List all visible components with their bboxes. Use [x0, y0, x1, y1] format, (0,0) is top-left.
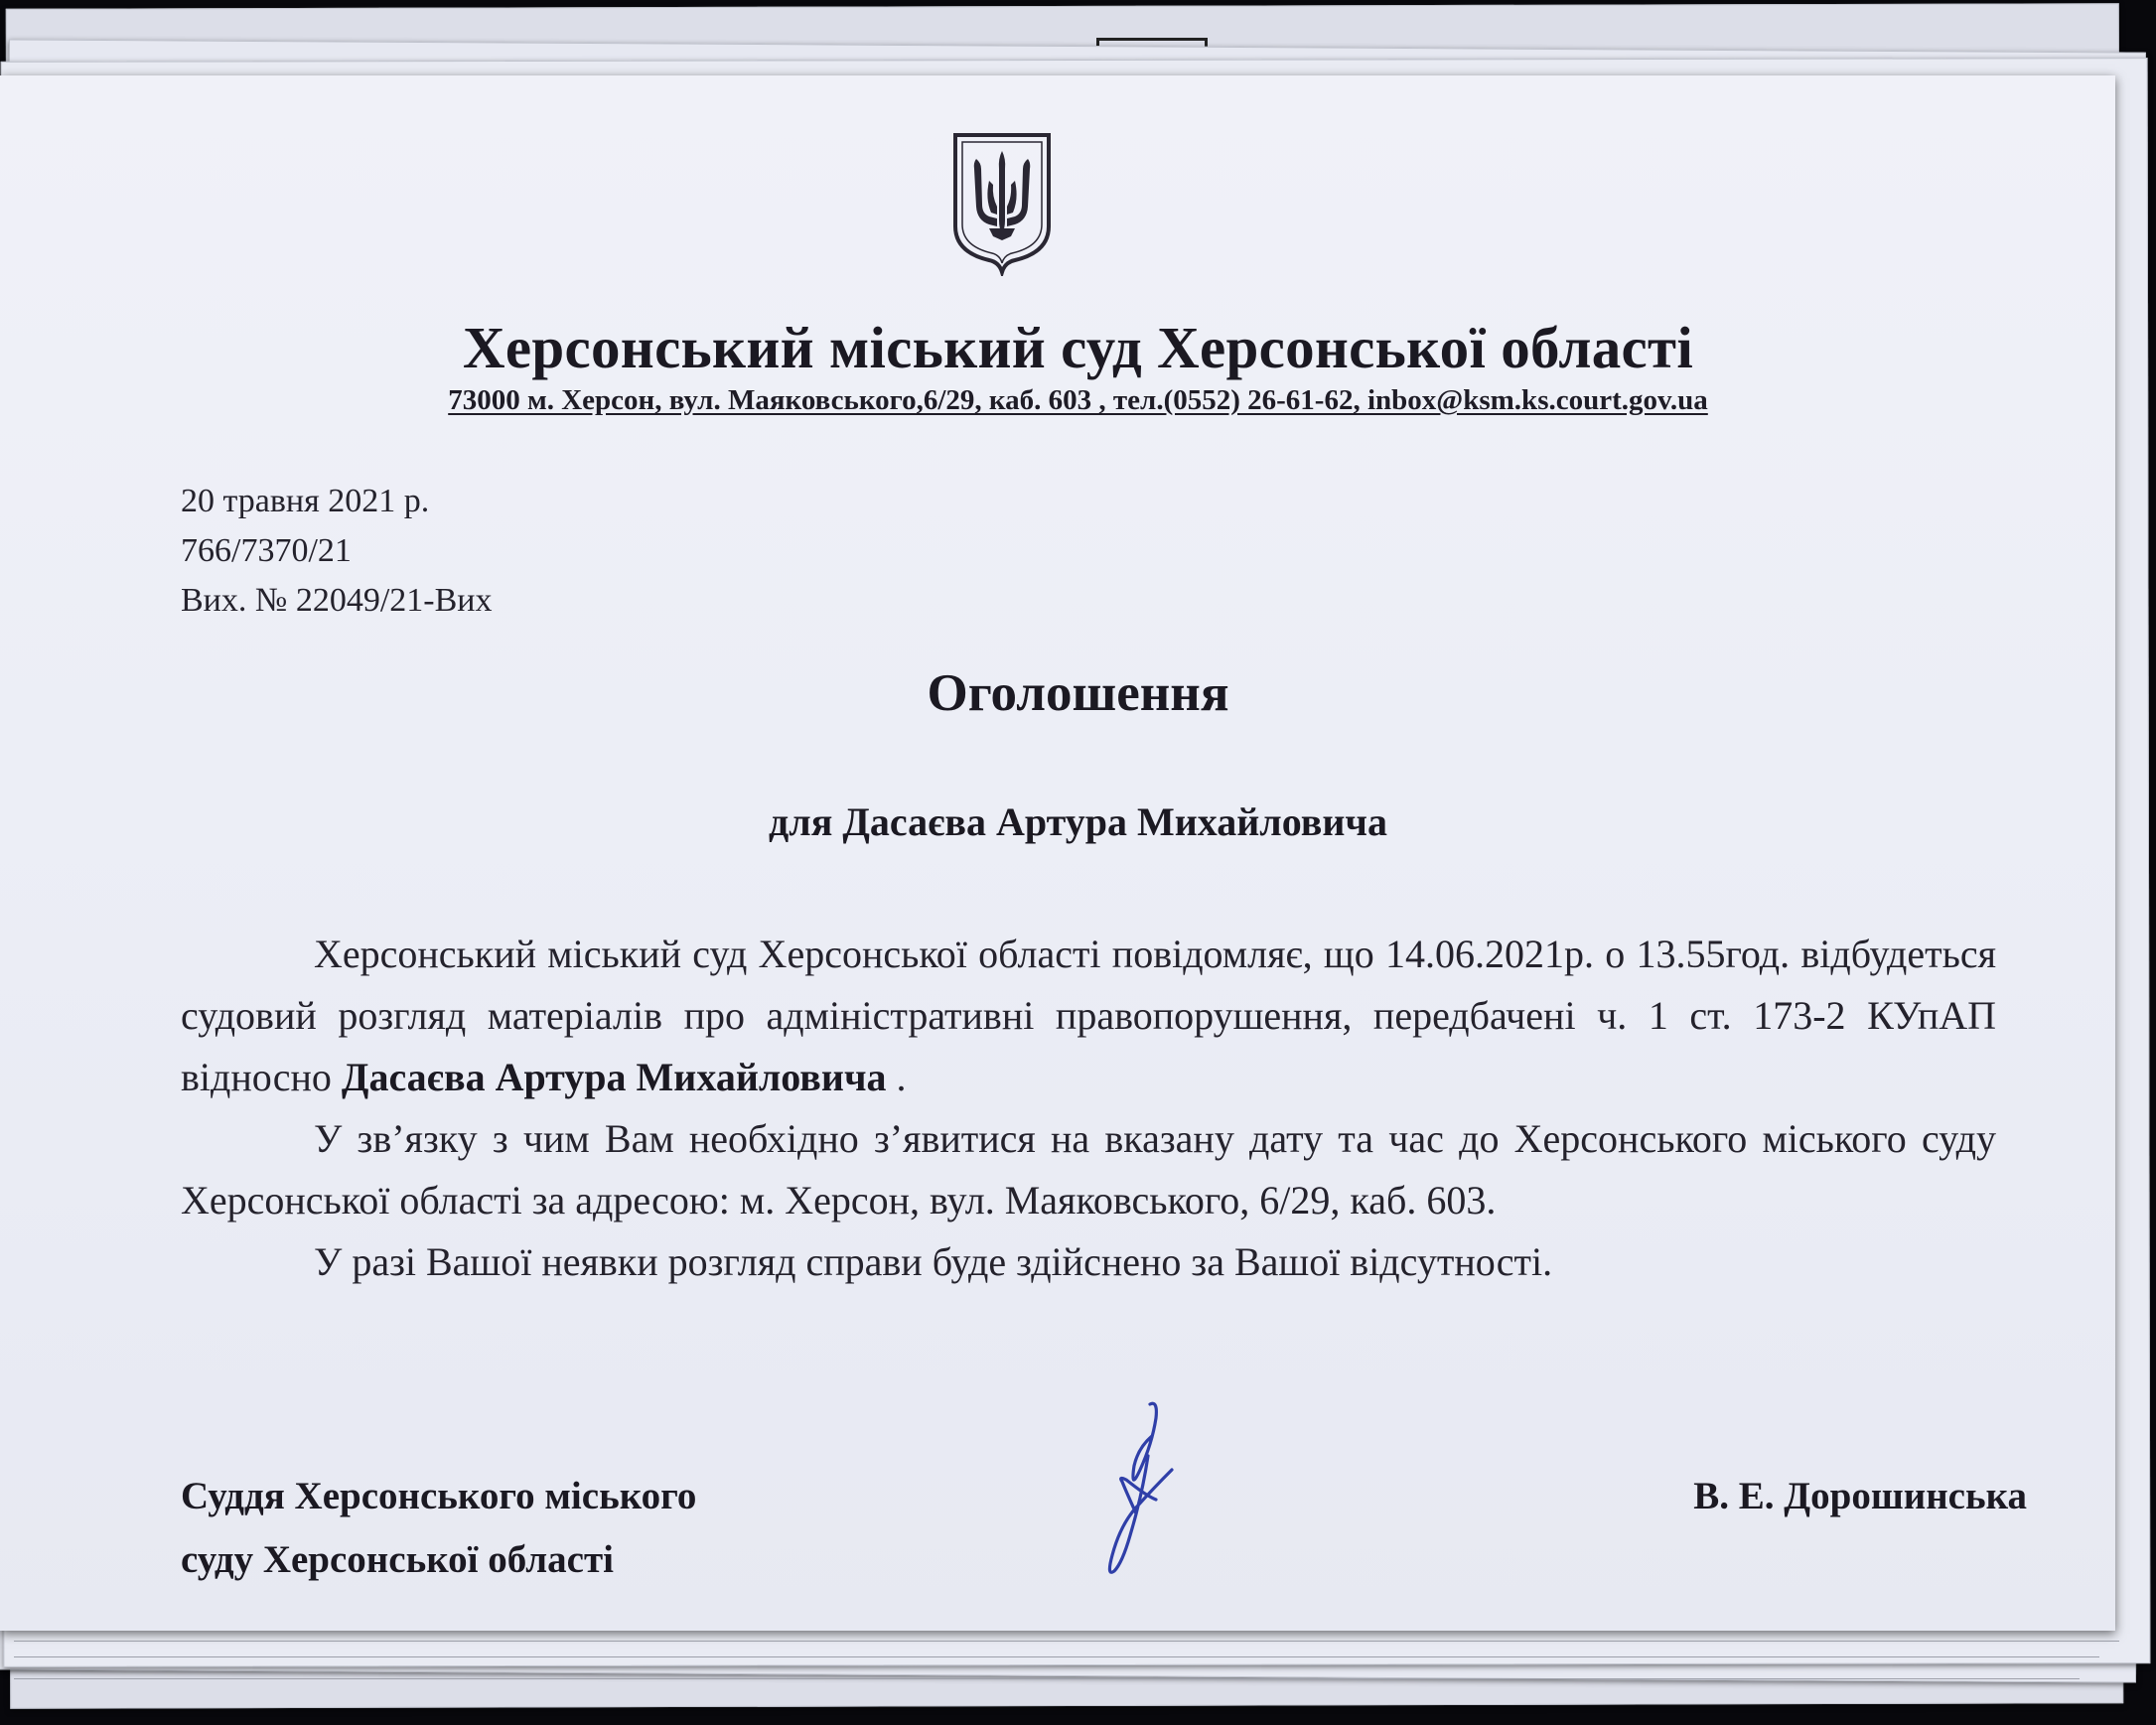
court-address-line: 73000 м. Херсон, вул. Маяковського,6/29, каб. 603 , тел.(0552) 26-61-62, inbox@ksm.ks.court.gov.ua: [448, 384, 1708, 416]
document-date: 20 травня 2021 р.: [181, 483, 430, 519]
case-number: 766/7370/21: [181, 532, 352, 569]
notice-title: Оголошення: [927, 664, 1229, 722]
notice-paragraph-absence: У разі Вашої неявки розгляд справи буде здійснено за Вашої відсутності.: [314, 1239, 1553, 1284]
ukraine-coat-of-arms-icon: [949, 129, 1055, 276]
handwritten-signature-icon: [1096, 1396, 1196, 1580]
outgoing-number: Вих. № 22049/21-Вих: [181, 582, 493, 619]
judge-title-line-1: Суддя Херсонського міського: [181, 1475, 697, 1517]
hearing-text-end: .: [886, 1055, 907, 1099]
judge-title-block: [181, 1465, 696, 1592]
paper-edge-divider: [14, 1678, 2080, 1679]
notice-addressee: для Дасаєва Артура Михайловича: [769, 799, 1387, 844]
document-meta-block: [181, 477, 492, 626]
paper-edge-divider: [14, 1641, 2119, 1642]
notice-paragraph-appearance: У зв’язку з чим Вам необхідно з’явитися на вказану дату та час до Херсонського міського суду Херсонської області за адресою: м. Херсон, вул. Маяковського, 6/29, каб. 603.: [181, 1116, 1996, 1222]
paper-edge-divider: [14, 1656, 2099, 1657]
hearing-text: Херсонський міський суд Херсонської області повідомляє, що 14.06.2021р. о 13.55год. відбудеться судовий розгляд матеріалів про адміністративні правопорушення, передбачені ч. 1 ст. 173-2 КУпАП відносно: [181, 932, 1996, 1099]
judge-title-line-2: суду Херсонської області: [181, 1538, 614, 1581]
notice-paragraph-hearing: [181, 924, 1996, 1108]
notice-body: [181, 924, 1996, 1293]
judge-name: В. Е. Дорошинська: [1693, 1475, 2027, 1517]
document-sheet: [0, 75, 2115, 1631]
court-name-heading: Херсонський міський суд Херсонської області: [462, 315, 1694, 380]
defendant-name: Дасаєва Артура Михайловича: [341, 1055, 887, 1099]
